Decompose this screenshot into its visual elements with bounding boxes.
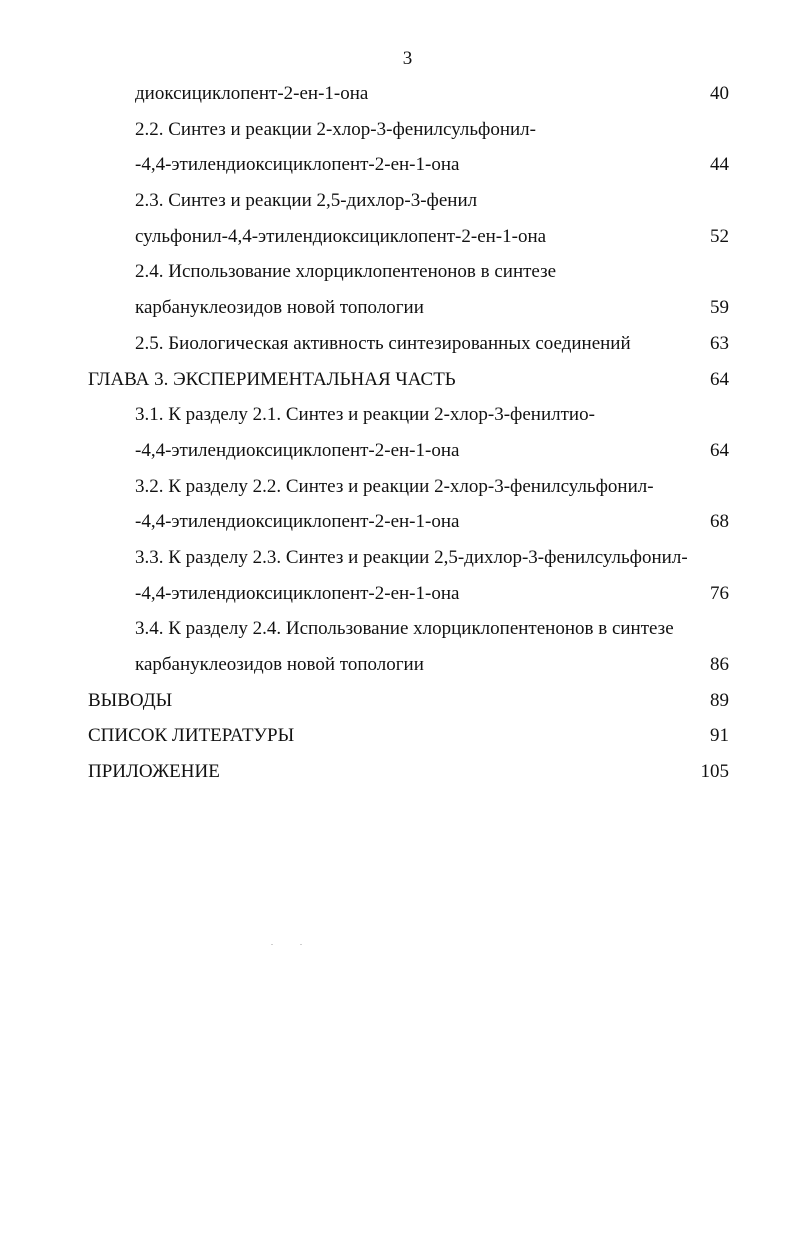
toc-chapter bbox=[0, 362, 795, 398]
toc-entry-title: 2.5. Биологическая активность синтезированных соединений bbox=[135, 332, 631, 354]
toc-entry-page: 105 bbox=[700, 761, 729, 783]
toc-entry bbox=[0, 576, 795, 612]
toc-entry-page: 40 bbox=[710, 83, 729, 104]
toc-entry bbox=[0, 147, 795, 183]
toc-entry-title: -4,4-этилендиоксициклопент-2-ен-1-она bbox=[135, 439, 460, 461]
toc-entry-page: 91 bbox=[710, 725, 729, 747]
toc-entry-title: 3.3. К разделу 2.3. Синтез и реакции 2,5-дихлор-3-фенилсульфонил- bbox=[135, 546, 688, 568]
toc-chapter-title: ГЛАВА 3. ЭКСПЕРИМЕНТАЛЬНАЯ ЧАСТЬ bbox=[88, 368, 456, 390]
toc-entry-page: 64 bbox=[710, 368, 729, 390]
toc-entry bbox=[0, 469, 795, 505]
toc-entry-page: 44 bbox=[710, 154, 729, 176]
toc-entry bbox=[0, 611, 795, 647]
toc-entry bbox=[0, 112, 795, 148]
toc-entry-title: -4,4-этилендиоксициклопент-2-ен-1-она bbox=[135, 511, 460, 533]
toc-entry-title: сульфонил-4,4-этилендиоксициклопент-2-ен-1-она bbox=[135, 225, 547, 247]
toc-entry bbox=[0, 290, 795, 326]
toc-entry bbox=[0, 254, 795, 290]
toc-entry-title: 3.2. К разделу 2.2. Синтез и реакции 2-хлор-3-фенилсульфонил- bbox=[135, 475, 654, 497]
toc-entry-page: 64 bbox=[710, 439, 729, 461]
toc-entry bbox=[0, 76, 795, 112]
toc-entry bbox=[0, 433, 795, 469]
toc-entry bbox=[0, 540, 795, 576]
toc-entry-title: -4,4-этилендиоксициклопент-2-ен-1-она bbox=[135, 582, 460, 604]
toc-chapter bbox=[0, 683, 795, 719]
toc-entry-title: 2.2. Синтез и реакции 2-хлор-3-фенилсульфонил- bbox=[135, 118, 536, 140]
toc-entry-title: -4,4-этилендиоксициклопент-2-ен-1-она bbox=[135, 154, 460, 176]
toc-chapter bbox=[0, 754, 795, 790]
toc-chapter bbox=[0, 718, 795, 754]
toc-entry-title: 2.3. Синтез и реакции 2,5-дихлор-3-фенил bbox=[135, 190, 478, 212]
toc-entry bbox=[0, 183, 795, 219]
toc-entry-title: 3.1. К разделу 2.1. Синтез и реакции 2-хлор-3-фенилтио- bbox=[135, 404, 595, 426]
toc-entry-title: 2.4. Использование хлорциклопентенонов в синтезе bbox=[135, 261, 557, 283]
scan-speck bbox=[271, 944, 273, 945]
table-of-contents bbox=[0, 76, 795, 790]
toc-entry-page: 52 bbox=[710, 225, 729, 247]
toc-entry bbox=[0, 397, 795, 433]
toc-entry bbox=[0, 647, 795, 683]
toc-entry-page: 86 bbox=[710, 654, 729, 675]
toc-entry-page: 63 bbox=[710, 332, 729, 354]
toc-entry bbox=[0, 504, 795, 540]
toc-entry-title: карбануклеозидов новой топологии bbox=[135, 654, 424, 675]
toc-entry-title: 3.4. К разделу 2.4. Использование хлорциклопентенонов в синтезе bbox=[135, 618, 674, 640]
toc-entry bbox=[0, 326, 795, 362]
toc-entry-title: диоксициклопент-2-ен-1-она bbox=[135, 83, 369, 104]
toc-entry-page: 59 bbox=[710, 297, 729, 319]
toc-chapter-title: ПРИЛОЖЕНИЕ bbox=[88, 761, 220, 783]
toc-entry-page: 89 bbox=[710, 689, 729, 711]
scan-speck bbox=[300, 944, 302, 945]
toc-chapter-title: СПИСОК ЛИТЕРАТУРЫ bbox=[88, 725, 295, 747]
toc-chapter-title: ВЫВОДЫ bbox=[88, 689, 173, 711]
toc-entry bbox=[0, 219, 795, 255]
toc-entry-page: 76 bbox=[710, 582, 729, 604]
page-number: 3 bbox=[402, 48, 413, 69]
toc-entry-title: карбануклеозидов новой топологии bbox=[135, 297, 424, 319]
toc-entry-page: 68 bbox=[710, 511, 729, 533]
